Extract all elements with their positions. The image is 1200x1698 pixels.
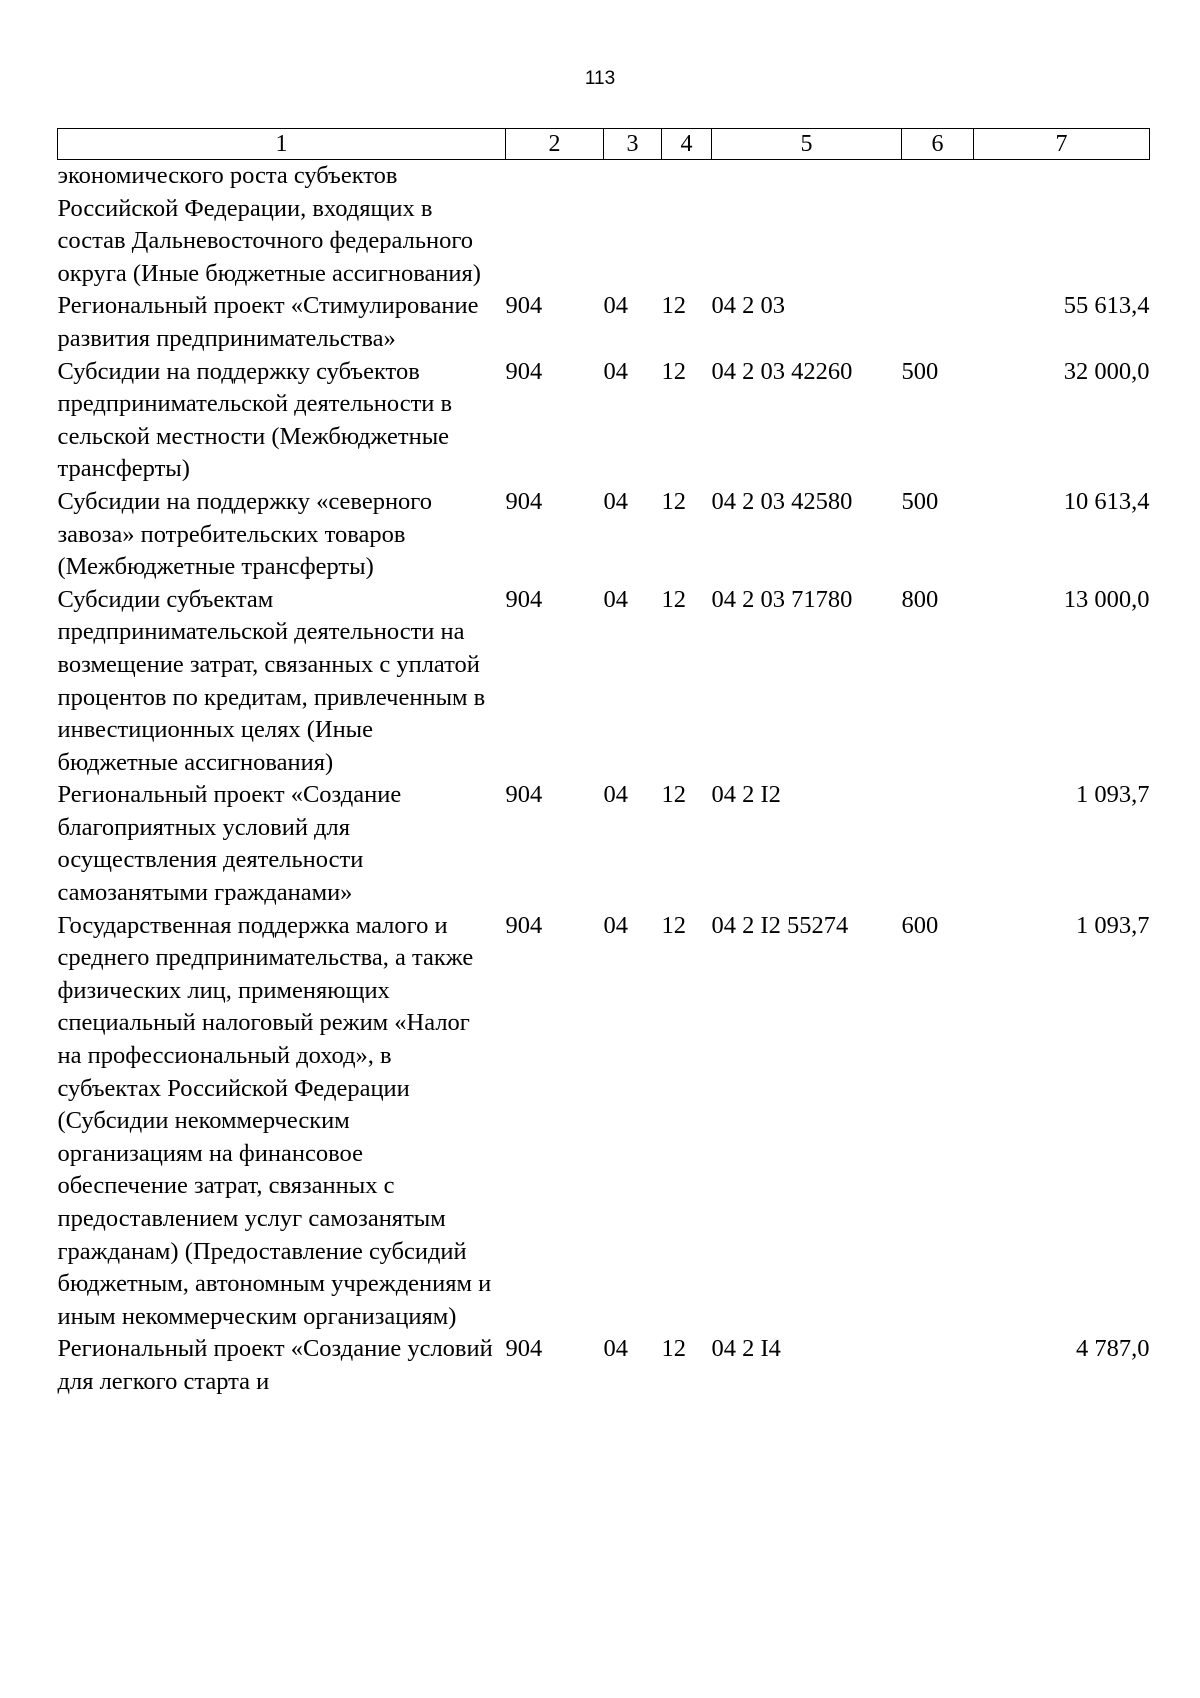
row-amount: 55 613,4 bbox=[1063, 292, 1150, 320]
row-subsection-code: 12 bbox=[661, 1335, 686, 1363]
column-header-5: 5 bbox=[712, 129, 902, 160]
row-department-code: 904 bbox=[505, 357, 543, 385]
column-header-2: 2 bbox=[506, 129, 604, 160]
row-name: Государственная поддержка малого и среднего предпринимательства, а также физических лиц, применяющих специальный налоговый режим «Налог на профессиональный доход», в субъектах Российской Федерации (Субсидии некоммерческим организациям на финансовое обеспечение затрат, связанных с предоставлением услуг самозанятым гражданам) (Предоставление субсидий бюджетным, автономным учреждениям и иным некоммерческим организациям) bbox=[57, 911, 492, 1330]
row-subsection-code: 12 bbox=[661, 357, 686, 385]
row-target-article: 04 2 03 42580 bbox=[711, 487, 853, 515]
row-name: Субсидии субъектам предпринимательской деятельности на возмещение затрат, связанных с уплатой процентов по кредитам, привлеченным в инвестиционных целях (Иные бюджетные ассигнования) bbox=[57, 585, 486, 776]
row-department-code: 904 bbox=[505, 292, 543, 320]
row-department-code: 904 bbox=[505, 1335, 543, 1363]
row-subsection-code: 12 bbox=[661, 911, 686, 939]
row-amount bbox=[974, 160, 1150, 291]
table-row bbox=[58, 584, 1150, 780]
table-row bbox=[58, 910, 1150, 1334]
row-department-code: 904 bbox=[505, 487, 543, 515]
row-target-article: 04 2 I2 55274 bbox=[711, 911, 849, 939]
row-section-code: 04 bbox=[603, 781, 628, 809]
row-amount: 1 093,7 bbox=[1076, 911, 1150, 939]
row-target-article: 04 2 I2 bbox=[711, 781, 781, 809]
row-expense-type: 600 bbox=[901, 911, 939, 939]
table-row bbox=[58, 356, 1150, 486]
row-amount: 13 000,0 bbox=[1063, 585, 1150, 613]
row-target-article: 04 2 I4 bbox=[711, 1335, 781, 1363]
row-name: Субсидии на поддержку «северного завоза» потребительских товаров (Межбюджетные трансферты) bbox=[57, 487, 432, 581]
table-header-row bbox=[58, 129, 1150, 160]
row-expense-type bbox=[902, 1333, 974, 1398]
row-expense-type bbox=[902, 779, 974, 909]
row-amount: 32 000,0 bbox=[1063, 357, 1150, 385]
table-row bbox=[58, 486, 1150, 584]
row-subsection-code bbox=[662, 160, 712, 291]
row-section-code: 04 bbox=[603, 1335, 628, 1363]
table-row bbox=[58, 779, 1150, 909]
row-department-code: 904 bbox=[505, 911, 543, 939]
budget-table bbox=[57, 128, 1150, 1399]
row-subsection-code: 12 bbox=[661, 781, 686, 809]
row-expense-type: 500 bbox=[901, 357, 939, 385]
column-header-4: 4 bbox=[662, 129, 712, 160]
row-name: Региональный проект «Создание условий для легкого старта и bbox=[57, 1335, 493, 1395]
column-header-6: 6 bbox=[902, 129, 974, 160]
column-header-3: 3 bbox=[604, 129, 662, 160]
row-name: экономического роста субъектов Российской Федерации, входящих в состав Дальневосточного федерального округа (Иные бюджетные ассигнования) bbox=[57, 162, 481, 287]
row-department-code: 904 bbox=[505, 585, 543, 613]
row-amount: 4 787,0 bbox=[1076, 1335, 1150, 1363]
row-target-article: 04 2 03 bbox=[711, 292, 785, 320]
table-row bbox=[58, 290, 1150, 355]
row-section-code: 04 bbox=[603, 292, 628, 320]
table-row bbox=[58, 1333, 1150, 1398]
row-section-code: 04 bbox=[603, 487, 628, 515]
column-header-7: 7 bbox=[974, 129, 1150, 160]
row-section-code: 04 bbox=[603, 357, 628, 385]
row-expense-type bbox=[902, 160, 974, 291]
row-section-code: 04 bbox=[603, 585, 628, 613]
row-target-article: 04 2 03 42260 bbox=[711, 357, 853, 385]
row-subsection-code: 12 bbox=[661, 487, 686, 515]
row-name: Субсидии на поддержку субъектов предпринимательской деятельности в сельской местности (Межбюджетные трансферты) bbox=[57, 357, 453, 483]
row-department-code: 904 bbox=[505, 781, 543, 809]
row-name: Региональный проект «Стимулирование развития предпринимательства» bbox=[57, 292, 479, 352]
row-subsection-code: 12 bbox=[661, 292, 686, 320]
row-expense-type: 500 bbox=[901, 487, 939, 515]
row-name: Региональный проект «Создание благоприятных условий для осуществления деятельности самозанятыми гражданами» bbox=[57, 781, 402, 907]
table-row bbox=[58, 160, 1150, 291]
row-amount: 1 093,7 bbox=[1076, 781, 1150, 809]
row-amount: 10 613,4 bbox=[1063, 487, 1150, 515]
row-department-code bbox=[506, 160, 604, 291]
row-target-article: 04 2 03 71780 bbox=[711, 585, 853, 613]
row-target-article bbox=[712, 160, 902, 291]
row-subsection-code: 12 bbox=[661, 585, 686, 613]
row-expense-type bbox=[902, 290, 974, 355]
row-expense-type: 800 bbox=[901, 585, 939, 613]
row-section-code: 04 bbox=[603, 911, 628, 939]
page-number: 113 bbox=[584, 68, 616, 89]
row-section-code bbox=[604, 160, 662, 291]
column-header-1: 1 bbox=[58, 129, 506, 160]
